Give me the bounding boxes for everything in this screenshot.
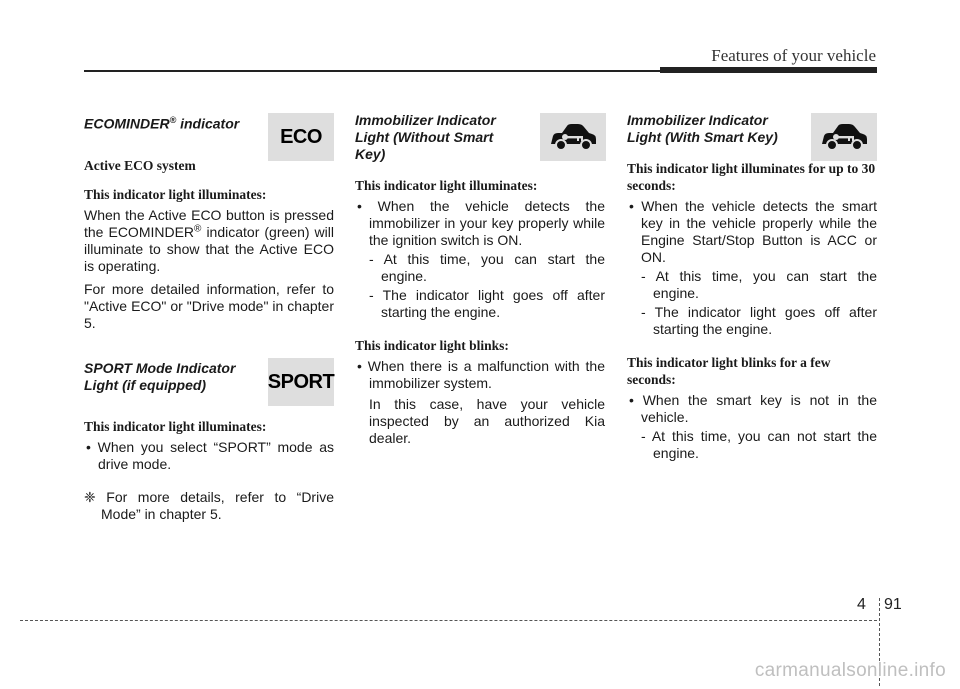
imm1-dash-1: - At this time, you can start the engine. <box>369 251 605 284</box>
imm1-illuminates-subhead: This indicator light illuminates: <box>355 178 538 193</box>
immobilizer-heading-2: Immobilizer Indicator Light (With Smart Key) <box>627 112 778 145</box>
sport-note: ❈ For more details, refer to “Drive Mode” in chapter 5. <box>84 488 334 522</box>
header-rule-thick <box>660 67 877 73</box>
column-immobilizer-smart-key <box>627 112 877 464</box>
watermark: carmanualsonline.info <box>754 660 946 681</box>
imm2-bullet-2: • When the smart key is not in the vehicle. <box>629 392 877 425</box>
eco-paragraph-1: When the Active ECO button is pressed the ECOMINDER® indicator (green) will illuminate to show that the Active ECO is operating. <box>84 206 334 274</box>
imm2-bullet-1: • When the vehicle detects the smart key in the vehicle properly while the Engine Start/Stop Button is ACC or ON. <box>629 198 877 265</box>
imm1-indent-text: In this case, have your vehicle inspected by an authorized Kia dealer. <box>369 396 605 446</box>
header-rule <box>84 70 660 72</box>
sport-illuminates-subhead: This indicator light illuminates: <box>84 418 267 434</box>
sport-indicator-icon: SPORT <box>268 358 334 406</box>
imm2-illuminates-subhead: This indicator light illuminates for up to 30 seconds: <box>627 161 876 193</box>
car-key-icon <box>811 113 877 161</box>
active-eco-subtitle: Active ECO system <box>84 157 196 173</box>
imm2-blinks-subhead: This indicator light blinks for a few seconds: <box>627 355 831 387</box>
car-key-icon <box>540 113 606 161</box>
imm2-dash-2: - The indicator light goes off after starting the engine. <box>641 304 877 337</box>
footer-rule <box>20 620 877 621</box>
page-number: 91 <box>884 596 902 613</box>
section-header-title: Features of your vehicle <box>711 46 876 65</box>
immobilizer-heading-1: Immobilizer Indicator Light (Without Smart Key) <box>355 112 496 162</box>
ecominder-heading: ECOMINDER® indicator <box>84 115 240 132</box>
imm1-dash-2: - The indicator light goes off after starting the engine. <box>369 287 605 320</box>
sport-heading: SPORT Mode Indicator Light (if equipped) <box>84 359 236 393</box>
sport-bullet: • When you select “SPORT” mode as drive mode. <box>86 438 334 472</box>
chapter-number: 4 <box>857 596 866 613</box>
eco-paragraph-2: For more detailed information, refer to "Active ECO" or "Drive mode" in chapter 5. <box>84 280 334 331</box>
eco-illuminates-subhead: This indicator light illuminates: <box>84 186 267 202</box>
column-eco-sport <box>84 112 334 523</box>
imm2-dash-1: - At this time, you can start the engine. <box>641 268 877 301</box>
imm1-blinks-subhead: This indicator light blinks: <box>355 338 509 353</box>
imm2-dash-3: - At this time, you can not start the engine. <box>641 428 877 461</box>
column-immobilizer-no-smart-key <box>355 112 605 449</box>
imm1-bullet-1: • When the vehicle detects the immobilizer in your key properly while the ignition switch is ON. <box>357 198 605 248</box>
eco-indicator-icon: ECO <box>268 113 334 161</box>
imm1-bullet-2: • When there is a malfunction with the immobilizer system. <box>357 358 605 391</box>
